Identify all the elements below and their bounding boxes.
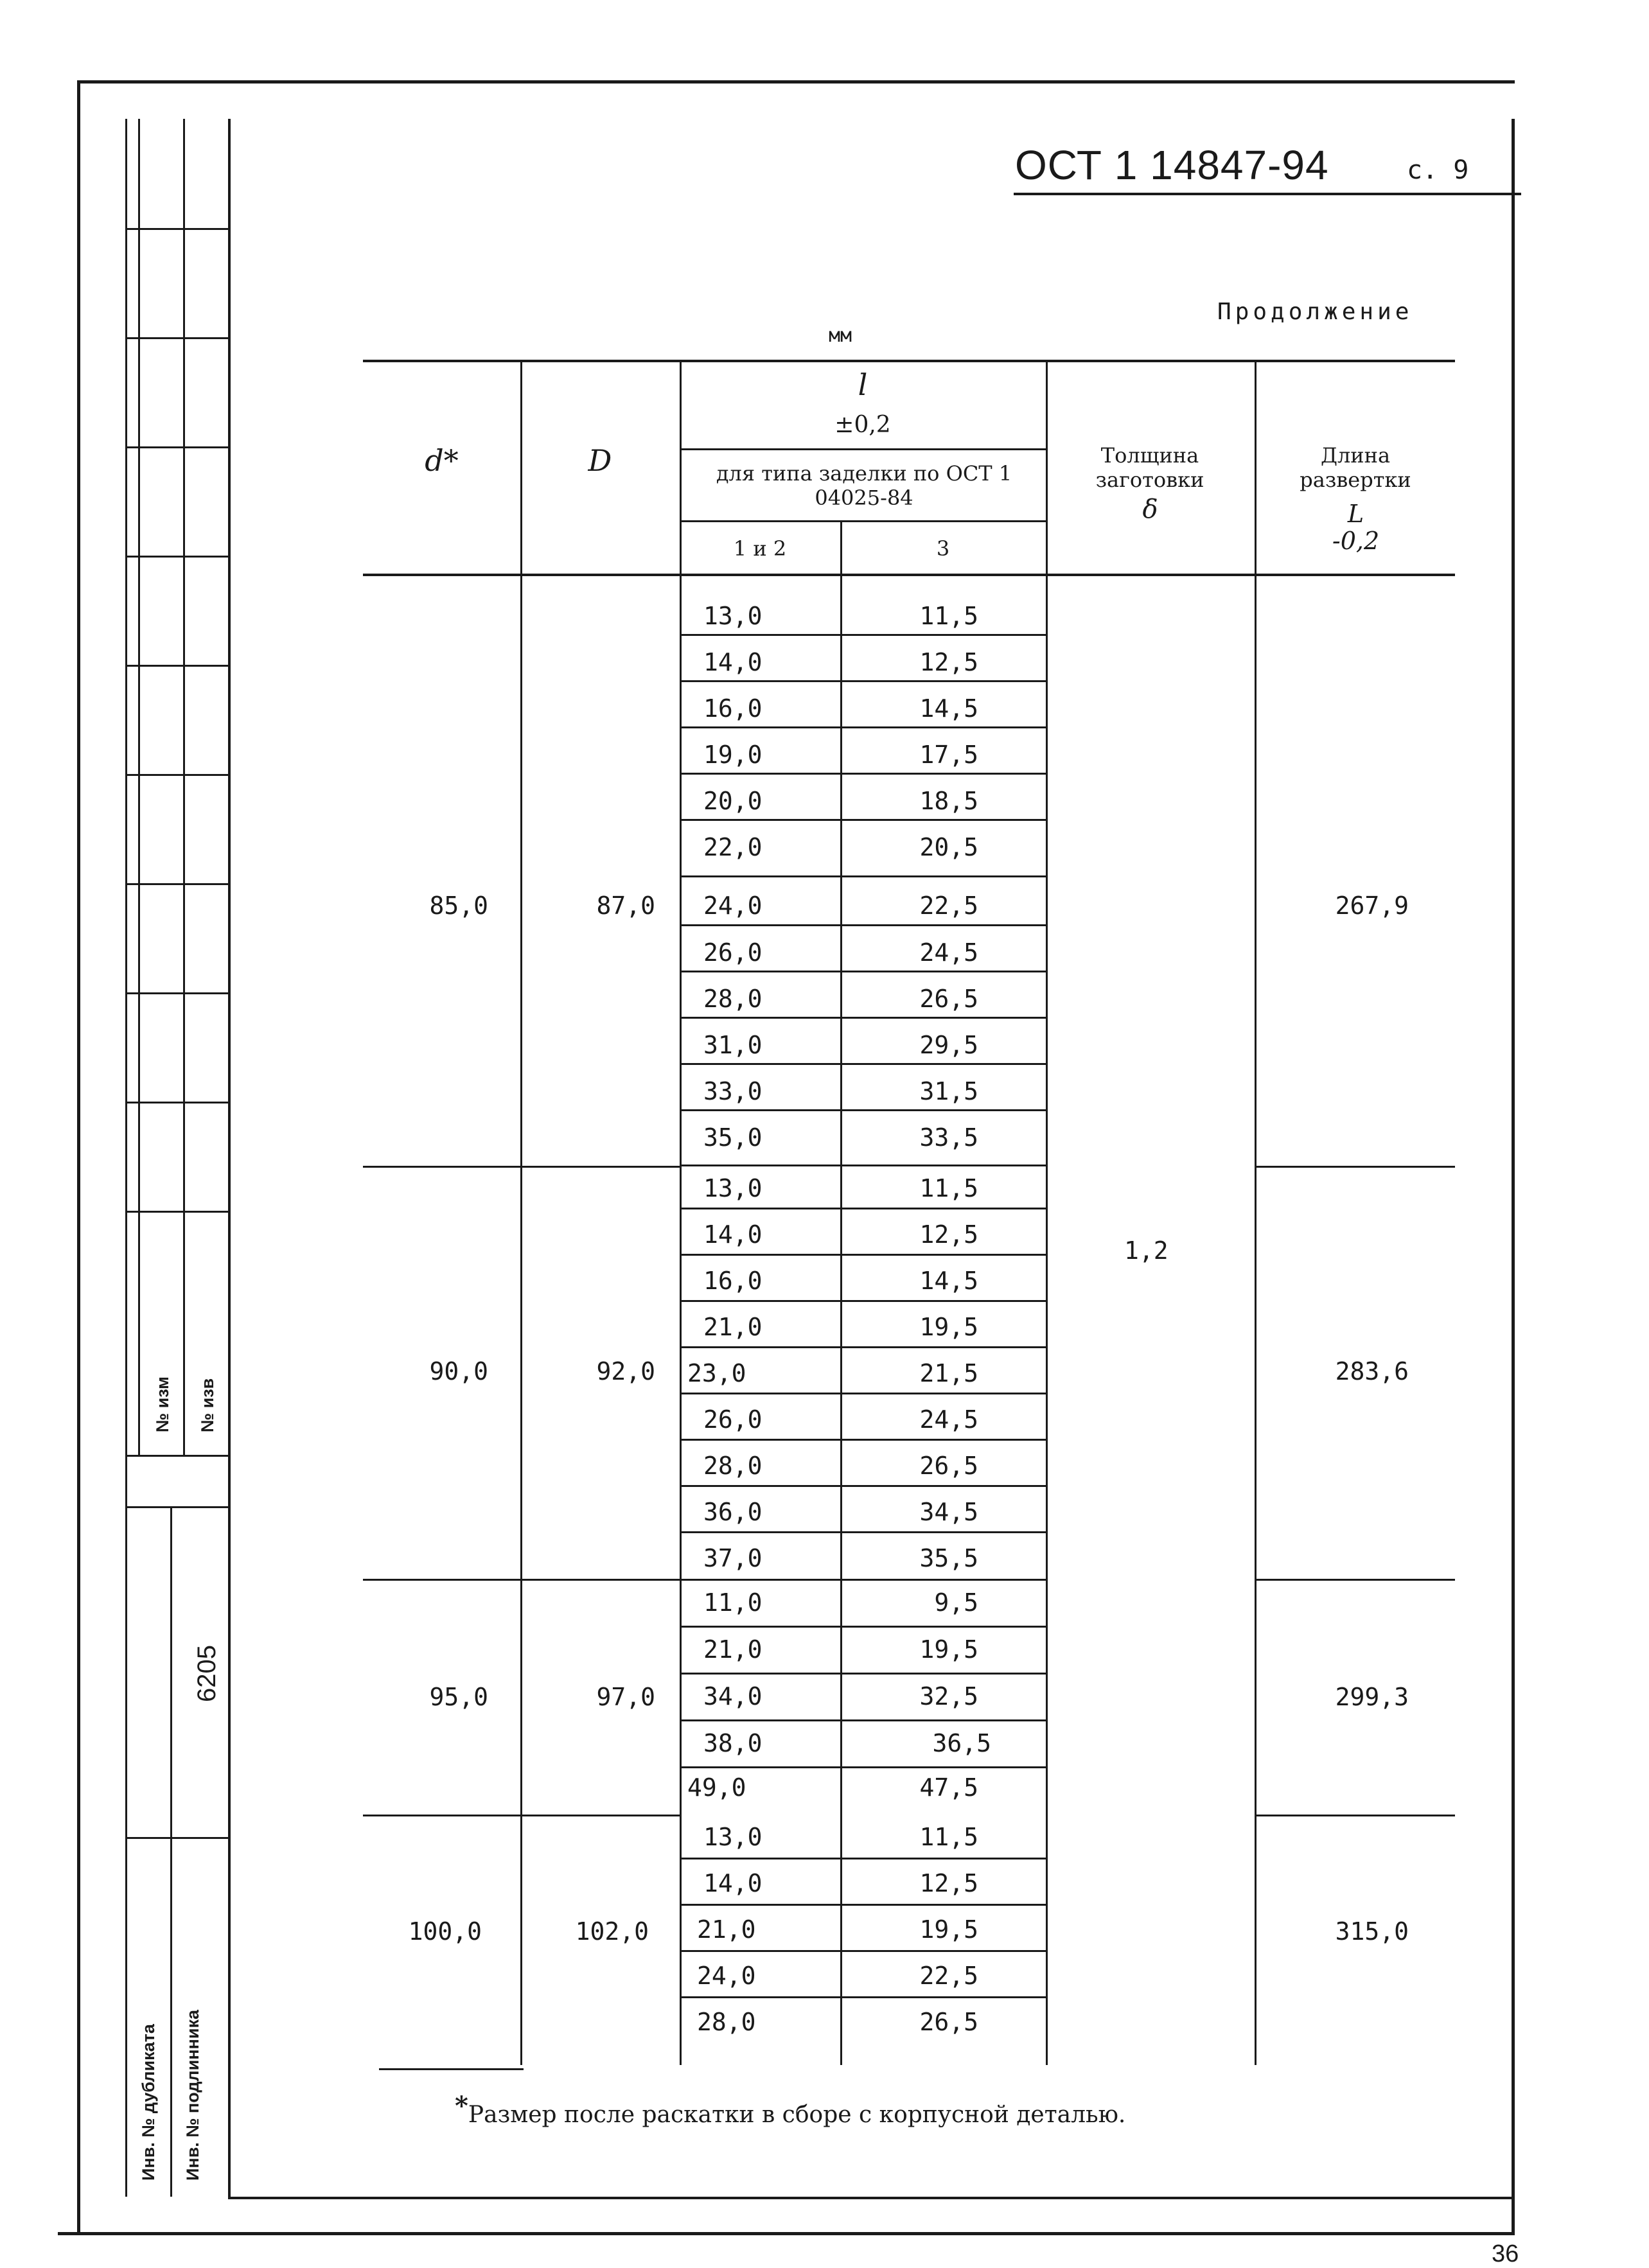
cell-l12: 22,0	[703, 833, 763, 861]
table-row	[0, 1491, 1649, 1538]
cell-D: 97,0	[596, 1683, 655, 1711]
cell-l12: 36,0	[703, 1498, 763, 1526]
cell-d: 100,0	[408, 1917, 482, 1946]
table-row	[0, 1538, 1649, 1584]
cell-l12: 13,0	[703, 602, 763, 630]
standard-title: ОСТ 1 14847-94	[1015, 142, 1329, 188]
cell-d: 85,0	[429, 892, 488, 920]
cell-l12: 37,0	[703, 1544, 763, 1572]
cell-l3: 47,5	[919, 1773, 978, 1802]
table-row	[0, 1023, 1649, 1069]
cell-l12: 14,0	[703, 1869, 763, 1897]
continuation-label: Продолжение	[1217, 299, 1413, 325]
stamp-inv-number: 6205	[193, 1645, 221, 1702]
cell-l12: 16,0	[703, 694, 763, 723]
frame-inner-bottom	[228, 2197, 1513, 2199]
cell-l3: 29,5	[919, 1031, 978, 1059]
table-row	[0, 594, 1649, 640]
cell-l3: 26,5	[919, 2008, 978, 2036]
stamp-inv-dublikata: Инв. № дубликата	[139, 2024, 158, 2181]
cell-l12: 13,0	[703, 1823, 763, 1851]
table-row	[0, 687, 1649, 733]
cell-D: 87,0	[596, 892, 655, 920]
table-row	[0, 1721, 1649, 1768]
cell-D: 92,0	[596, 1357, 655, 1385]
cell-l12: 33,0	[703, 1077, 763, 1105]
cell-l3: 26,5	[919, 1452, 978, 1480]
cell-l3: 14,5	[919, 694, 978, 723]
table-row	[0, 1863, 1649, 1909]
stamp-inv-podlinnika: Инв. № подлинника	[183, 2010, 202, 2181]
cell-l12: 11,0	[703, 1588, 763, 1617]
col-l-subheader: для типа заделки по ОСТ 1 04025-84	[716, 461, 1012, 511]
cell-l3: 9,5	[934, 1588, 978, 1617]
cell-l3: 35,5	[919, 1544, 978, 1572]
table-row	[0, 2001, 1649, 2048]
title-underline	[1014, 193, 1521, 195]
table-row	[0, 779, 1649, 825]
table-row	[0, 1306, 1649, 1353]
table-row	[0, 882, 1649, 928]
cell-l3: 22,5	[919, 892, 978, 920]
cell-l12: 35,0	[703, 1123, 763, 1152]
cell-l3: 12,5	[919, 1869, 978, 1897]
cell-l3: 31,5	[919, 1077, 978, 1105]
cell-l3: 11,5	[919, 602, 978, 630]
col-l-tolerance: ±0,2	[834, 412, 891, 438]
cell-l12: 28,0	[703, 1452, 763, 1480]
cell-L: 267,9	[1335, 892, 1409, 920]
cell-l3: 34,5	[919, 1498, 978, 1526]
table-row	[0, 1399, 1649, 1445]
col-l-sub-3: 3	[936, 536, 950, 561]
cell-L: 283,6	[1335, 1357, 1409, 1385]
table-row	[0, 1909, 1649, 1955]
thickness-value: 1,2	[1124, 1236, 1168, 1265]
cell-L: 315,0	[1335, 1917, 1409, 1946]
cell-l3: 33,5	[919, 1123, 978, 1152]
table-row	[0, 733, 1649, 779]
col-length-symbol: L	[1347, 500, 1364, 528]
cell-l3: 17,5	[919, 741, 978, 769]
footnote	[455, 2091, 1125, 2128]
cell-l12: 21,0	[703, 1635, 763, 1664]
cell-l3: 19,5	[919, 1915, 978, 1944]
col-thickness-header: Толщина заготовки	[1095, 443, 1204, 493]
footnote-mark: *	[455, 2091, 468, 2121]
cell-l12: 20,0	[703, 787, 763, 815]
cell-l3: 20,5	[919, 833, 978, 861]
cell-d: 95,0	[429, 1683, 488, 1711]
cell-l12: 31,0	[703, 1031, 763, 1059]
cell-l12: 14,0	[703, 648, 763, 676]
cell-l3: 22,5	[919, 1962, 978, 1990]
cell-l3: 11,5	[919, 1174, 978, 1202]
cell-l3: 26,5	[919, 985, 978, 1013]
cell-l3: 24,5	[919, 938, 978, 967]
cell-l3: 18,5	[919, 787, 978, 815]
cell-L: 299,3	[1335, 1683, 1409, 1711]
unit-label: мм	[829, 324, 852, 347]
cell-l3: 36,5	[932, 1729, 991, 1757]
table-row	[0, 1214, 1649, 1260]
table-row	[0, 1260, 1649, 1306]
col-l-sub-1-2: 1 и 2	[733, 536, 787, 561]
table-row	[0, 640, 1649, 687]
table-row	[0, 977, 1649, 1023]
table-row	[0, 1353, 1649, 1399]
col-l-symbol: l	[858, 367, 868, 402]
cell-l12: 13,0	[703, 1174, 763, 1202]
table-row	[0, 1445, 1649, 1491]
cell-l12: 26,0	[703, 1405, 763, 1434]
footnote-text: Размер после раскатки в сборе с корпусной деталью.	[468, 2102, 1126, 2128]
table-row	[0, 1116, 1649, 1162]
cell-D: 102,0	[575, 1917, 649, 1946]
cell-l12: 21,0	[697, 1915, 756, 1944]
cell-l12: 23,0	[687, 1359, 746, 1387]
stamp-no-izv: № изв	[198, 1378, 217, 1432]
table-row	[0, 1168, 1649, 1214]
table-row	[0, 931, 1649, 977]
frame-top	[77, 80, 1515, 84]
cell-l12: 34,0	[703, 1682, 763, 1710]
table-row	[0, 1955, 1649, 2001]
col-thickness-symbol: δ	[1142, 495, 1158, 524]
table-row	[0, 1628, 1649, 1674]
table-row	[0, 1581, 1649, 1627]
cell-l3: 19,5	[919, 1635, 978, 1664]
cell-l12: 28,0	[703, 985, 763, 1013]
cell-l3: 11,5	[919, 1823, 978, 1851]
stamp-no-izm: № изм	[153, 1376, 172, 1432]
table-row	[0, 1675, 1649, 1721]
cell-l3: 12,5	[919, 1220, 978, 1249]
cell-l3: 19,5	[919, 1313, 978, 1341]
cell-l12: 24,0	[697, 1962, 756, 1990]
cell-l12: 21,0	[703, 1313, 763, 1341]
cell-l12: 19,0	[703, 741, 763, 769]
cell-l12: 49,0	[687, 1773, 746, 1802]
cell-l3: 14,5	[919, 1267, 978, 1295]
table-row	[0, 1069, 1649, 1116]
cell-l12: 14,0	[703, 1220, 763, 1249]
table-row	[0, 825, 1649, 872]
table-row	[0, 1816, 1649, 1863]
cell-l3: 12,5	[919, 648, 978, 676]
cell-l12: 28,0	[697, 2008, 756, 2036]
cell-d: 90,0	[429, 1357, 488, 1385]
cell-l12: 16,0	[703, 1267, 763, 1295]
frame-bottom	[58, 2232, 1515, 2235]
cell-l3: 24,5	[919, 1405, 978, 1434]
page-number: с. 9	[1407, 155, 1469, 185]
cell-l12: 38,0	[703, 1729, 763, 1757]
col-d-header: d*	[425, 443, 459, 478]
col-length-header: Длина развертки	[1300, 443, 1411, 493]
cell-l12: 24,0	[703, 892, 763, 920]
col-length-tolerance: -0,2	[1332, 527, 1380, 555]
sheet-number: 36	[1492, 2240, 1519, 2267]
table-row	[0, 1768, 1649, 1815]
cell-l12: 26,0	[703, 938, 763, 967]
col-D-header: D	[588, 443, 612, 478]
cell-l3: 21,5	[919, 1359, 978, 1387]
cell-l3: 32,5	[919, 1682, 978, 1710]
